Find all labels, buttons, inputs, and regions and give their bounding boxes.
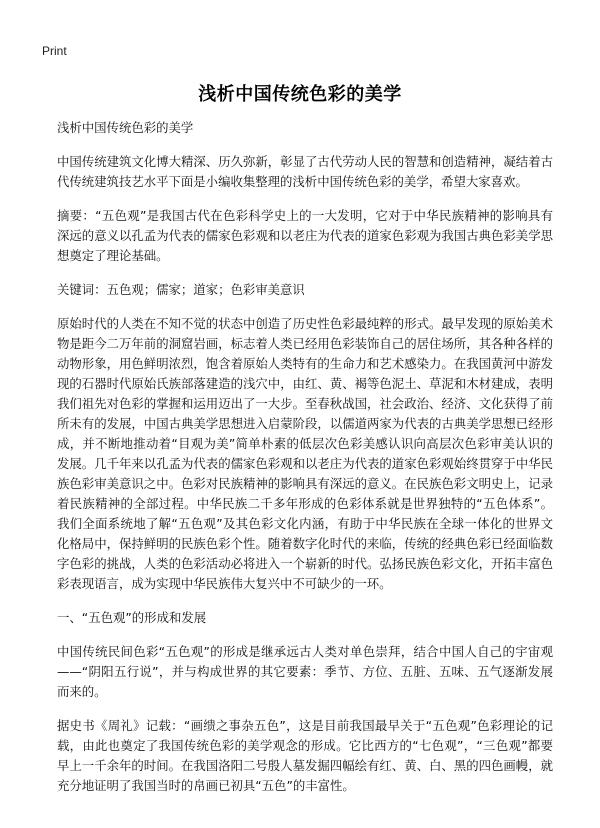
keywords-line: 关键词：五色观；儒家；道家；色彩审美意识 [57,282,305,297]
print-label: Print [42,44,67,58]
intro-paragraph: 中国传统建筑文化博大精深、历久弥新，彰显了古代劳动人民的智慧和创造精神，凝结着古代传统建筑技艺水平下面是小编收集整理的浅析中国传统色彩的美学，希望大家喜欢。 [57,154,553,189]
abstract-paragraph: 摘要：“五色观”是我国古代在色彩科学史上的一大发明，它对于中华民族精神的影响具有深远的意义以孔孟为代表的儒家色彩观和以老庄为代表的道家色彩观为我国古典色彩美学思想奠定了理论基础。 [57,208,553,263]
body-paragraph: 原始时代的人类在不知不觉的状态中创造了历史性色彩最纯粹的形式。最早发现的原始美术物是距今二万年前的洞窟岩画，标志着人类已经用色彩装饰自己的居住场所，其各种各样的动物形象，用色鲜明浓烈，饱含着原始人类特有的生命力和艺术感染力。在我国黄河中游发现的石器时代原始氏族部落建造的浅穴中，由红、黄、褐等色泥土、草泥和木材建成，表明我们祖先对色彩的掌握和运用迈出了一大步。至春秋战国，社会政治、经济、文化获得了前所未有的发展，中国古典美学思想进入启蒙阶段，以儒道两家为代表的古典美学思想已经形成，并不断地推动着“目观为美”简单朴素的低层次色彩美感认识向高层次色彩审美认识的发展。几千年来以孔孟为代表的儒家色彩观和以老庄为代表的道家色彩观始终贯穿于中华民族色彩审美意识之中。色彩对民族精神的影响具有深远的意义。在民族色彩文明史上，记录着民族精神的全部过程。中华民族二千多年形成的色彩体系就是世界独特的“五色体系”。我们全面系统地了解“五色观”及其色彩文化内涵，有助于中华民族在全球一体化的世界文化格局中，保持鲜明的民族色彩个性。随着数字化时代的来临，传统的经典色彩已经面临数字色彩的挑战，人类的色彩活动必将进入一个崭新的时代。弘扬民族色彩文化，开拓丰富色彩表现语言，成为实现中华民族伟大复兴中不可缺少的一环。 [57,316,553,591]
page-title: 浅析中国传统色彩的美学 [198,84,402,105]
section-paragraph-1: 中国传统民间色彩“五色观”的形成是继承远古人类对单色崇拜，结合中国人自己的宇宙观——“阴阳五行说”，并与构成世界的其它要素：季节、方位、五脏、五味、五气逐渐发展而来的。 [57,644,553,699]
article-body [57,118,553,810]
article-subtitle: 浅析中国传统色彩的美学 [57,120,194,135]
section-heading: 一、“五色观”的形成和发展 [57,610,207,625]
section-paragraph-2: 据史书《周礼》记载：“画缋之事杂五色”，这是目前我国最早关于“五色观”色彩理论的记载，由此也奠定了我国传统色彩的美学观念的形成。它比西方的“七色观”，“三色观”都要早上一千余年的时间。在我国洛阳二号殷人墓发掘四幅绘有红、黄、白、黑的四色画幔，就充分地证明了我国当时的帛画已初具“五色”的丰富性。 [57,718,553,793]
